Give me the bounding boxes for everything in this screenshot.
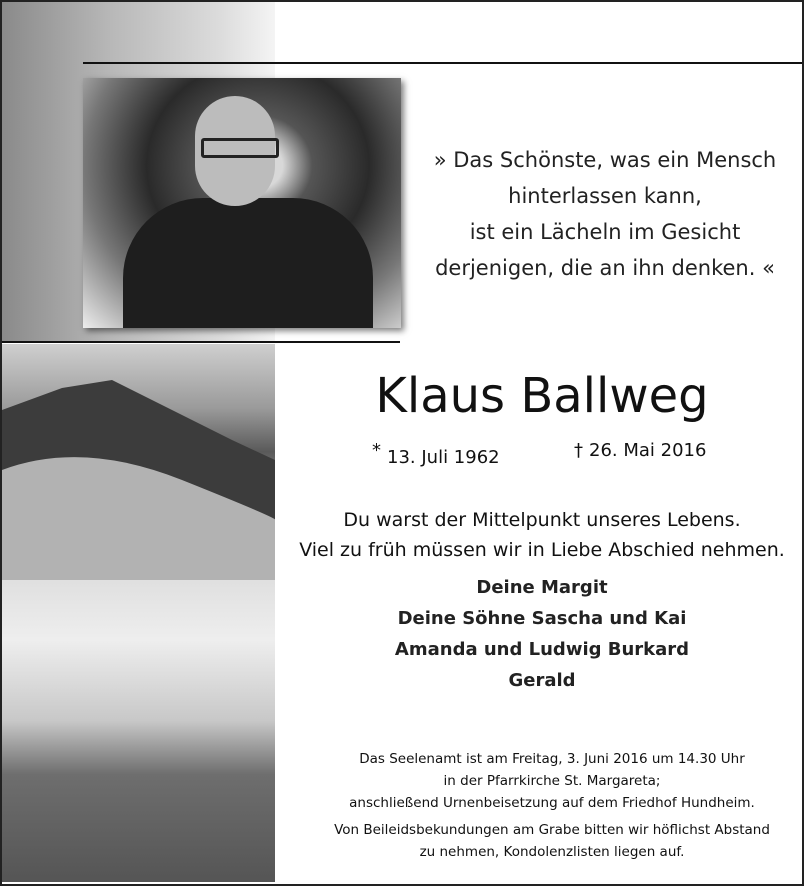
divider-line [83, 62, 802, 64]
farewell-message [280, 505, 804, 565]
family-signatures [280, 572, 804, 696]
mountain-image [2, 380, 275, 580]
birth-date [372, 440, 500, 468]
family-line: Amanda und Ludwig Burkard [394, 639, 690, 660]
service-line: in der Pfarrkirche St. Margareta; [443, 773, 661, 789]
deceased-name: Klaus Ballweg [375, 368, 709, 424]
birth-symbol: * [372, 440, 381, 461]
service-line: Das Seelenamt ist am Freitag, 3. Juni 2016 um 14.30 Uhr [359, 751, 745, 767]
quote-line: hinterlassen kann, [508, 184, 702, 208]
service-line: anschließend Urnenbeisetzung auf dem Friedhof Hundheim. [349, 795, 755, 811]
note-line: zu nehmen, Kondolenzlisten liegen auf. [419, 844, 685, 860]
birth-date-text: 13. Juli 1962 [387, 447, 500, 468]
family-line: Deine Margit [476, 577, 608, 598]
message-line: Viel zu früh müssen wir in Liebe Abschied nehmen. [299, 539, 785, 561]
death-date-text: 26. Mai 2016 [589, 440, 707, 461]
quote-line: » Das Schönste, was ein Mensch [433, 148, 777, 172]
death-date [574, 440, 706, 461]
divider-line [2, 341, 400, 343]
cross-icon: † [574, 440, 583, 461]
service-info [300, 748, 804, 863]
portrait-photo [83, 78, 401, 328]
message-line: Du warst der Mittelpunkt unseres Lebens. [343, 509, 741, 531]
family-line: Gerald [508, 670, 576, 691]
quote-line: ist ein Lächeln im Gesicht [469, 220, 741, 244]
quote-line: derjenigen, die an ihn denken. « [435, 256, 775, 280]
memorial-quote [420, 142, 790, 286]
family-line: Deine Söhne Sascha und Kai [397, 608, 687, 629]
note-line: Von Beileidsbekundungen am Grabe bitten wir höflichst Abstand [334, 822, 770, 838]
